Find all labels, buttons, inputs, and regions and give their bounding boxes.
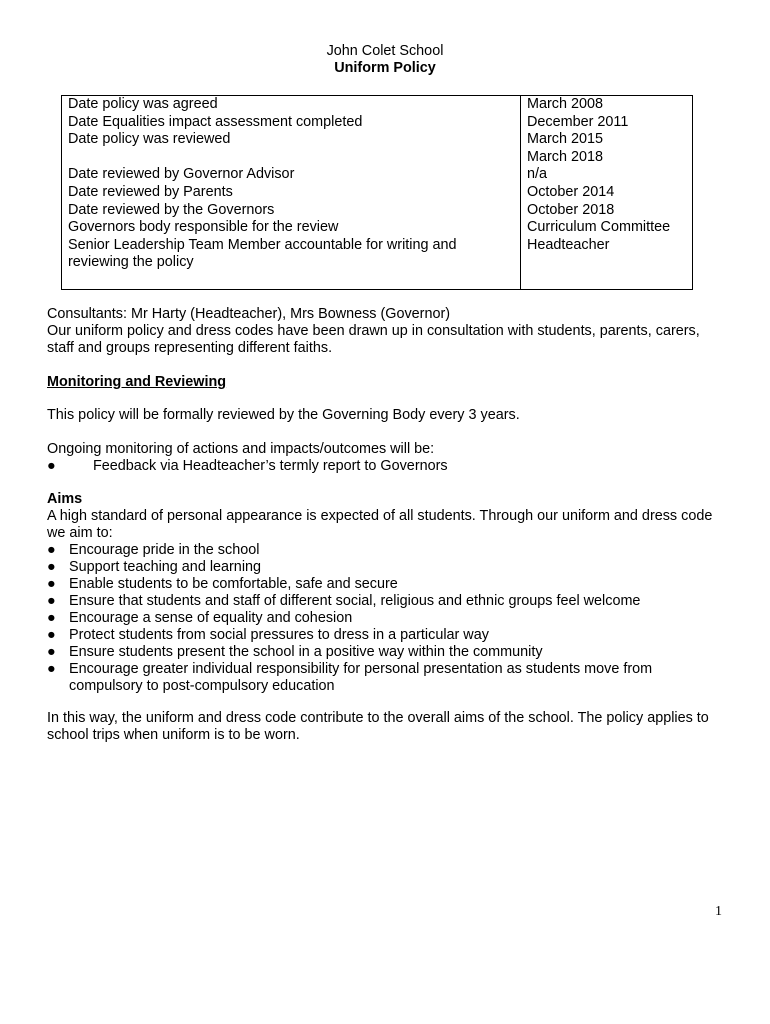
ongoing-paragraph: Ongoing monitoring of actions and impacts/outcomes will be: xyxy=(47,441,435,457)
aims-section xyxy=(47,491,727,695)
list-item xyxy=(47,542,727,559)
table-row xyxy=(62,202,693,220)
aims-heading: Aims xyxy=(47,491,83,507)
table-cell-label: Senior Leadership Team Member accountable for writing and reviewing the policy xyxy=(62,237,521,290)
table-row xyxy=(62,219,693,237)
table-cell-label xyxy=(62,149,521,167)
table-cell-label: Date policy was reviewed xyxy=(62,131,521,149)
review-paragraph-block xyxy=(47,407,727,424)
consultants-section xyxy=(47,306,727,357)
list-item xyxy=(47,610,727,627)
closing-section xyxy=(47,710,727,744)
table-row xyxy=(62,184,693,202)
table-cell-value: n/a xyxy=(521,166,693,184)
list-item xyxy=(47,559,727,576)
list-item-text: Ensure that students and staff of different social, religious and ethnic groups feel welcome xyxy=(69,593,641,609)
bullet-icon: ● xyxy=(47,458,56,474)
table-row xyxy=(62,131,693,149)
bullet-icon: ● xyxy=(47,542,56,558)
table-cell-value: March 2018 xyxy=(521,149,693,167)
table-row xyxy=(62,96,693,114)
list-item-text: Enable students to be comfortable, safe and secure xyxy=(69,576,398,592)
list-item xyxy=(47,627,727,644)
table-cell-value: Headteacher xyxy=(521,237,693,290)
table-cell-label: Date reviewed by the Governors xyxy=(62,202,521,220)
list-item xyxy=(47,661,727,695)
table-row xyxy=(62,237,693,290)
list-item-text: Encourage pride in the school xyxy=(69,542,260,558)
table-row xyxy=(62,114,693,132)
table-cell-label: Date reviewed by Parents xyxy=(62,184,521,202)
bullet-icon: ● xyxy=(47,576,56,592)
table-cell-value: March 2008 xyxy=(521,96,693,114)
list-item xyxy=(47,644,727,661)
ongoing-monitoring-block xyxy=(47,441,727,475)
table-cell-value: October 2014 xyxy=(521,184,693,202)
table-row xyxy=(62,166,693,184)
review-paragraph: This policy will be formally reviewed by the Governing Body every 3 years. xyxy=(47,407,520,423)
list-item xyxy=(47,458,727,475)
intro-paragraph: Our uniform policy and dress codes have been drawn up in consultation with students, parents, carers, staff and groups representing different faiths. xyxy=(47,323,700,356)
table-cell-value: March 2015 xyxy=(521,131,693,149)
document-title: Uniform Policy xyxy=(334,60,436,76)
list-item xyxy=(47,576,727,593)
document-header xyxy=(0,43,770,77)
monitoring-section xyxy=(47,374,727,391)
list-item-text: Support teaching and learning xyxy=(69,559,262,575)
bullet-icon: ● xyxy=(47,661,56,677)
consultants-text: Consultants: Mr Harty (Headteacher), Mrs Bowness (Governor) xyxy=(47,306,451,322)
table-cell-label: Date Equalities impact assessment completed xyxy=(62,114,521,132)
list-item-text: Protect students from social pressures to dress in a particular way xyxy=(69,627,489,643)
school-name: John Colet School xyxy=(326,43,444,59)
monitoring-heading: Monitoring and Reviewing xyxy=(47,374,227,390)
policy-info-table xyxy=(61,95,693,290)
table-cell-label: Governors body responsible for the review xyxy=(62,219,521,237)
bullet-icon: ● xyxy=(47,627,56,643)
page-number: 1 xyxy=(715,904,722,919)
aims-intro: A high standard of personal appearance is expected of all students. Through our uniform and dress code we aim to: xyxy=(47,508,713,541)
list-item-text: Encourage greater individual responsibility for personal presentation as students move from compulsory to post-compulsory education xyxy=(69,661,653,694)
table-cell-label: Date policy was agreed xyxy=(62,96,521,114)
list-item-text: Ensure students present the school in a positive way within the community xyxy=(69,644,543,660)
list-item-text: Encourage a sense of equality and cohesion xyxy=(69,610,353,626)
bullet-icon: ● xyxy=(47,610,56,626)
closing-paragraph: In this way, the uniform and dress code contribute to the overall aims of the school. The policy applies to school trips when uniform is to be worn. xyxy=(47,710,709,743)
table-cell-label: Date reviewed by Governor Advisor xyxy=(62,166,521,184)
table-cell-value: Curriculum Committee xyxy=(521,219,693,237)
bullet-icon: ● xyxy=(47,559,56,575)
list-item-text: Feedback via Headteacher’s termly report to Governors xyxy=(93,458,448,474)
table-cell-value: December 2011 xyxy=(521,114,693,132)
table-cell-value: October 2018 xyxy=(521,202,693,220)
bullet-icon: ● xyxy=(47,644,56,660)
list-item xyxy=(47,593,727,610)
table-row xyxy=(62,149,693,167)
bullet-icon: ● xyxy=(47,593,56,609)
